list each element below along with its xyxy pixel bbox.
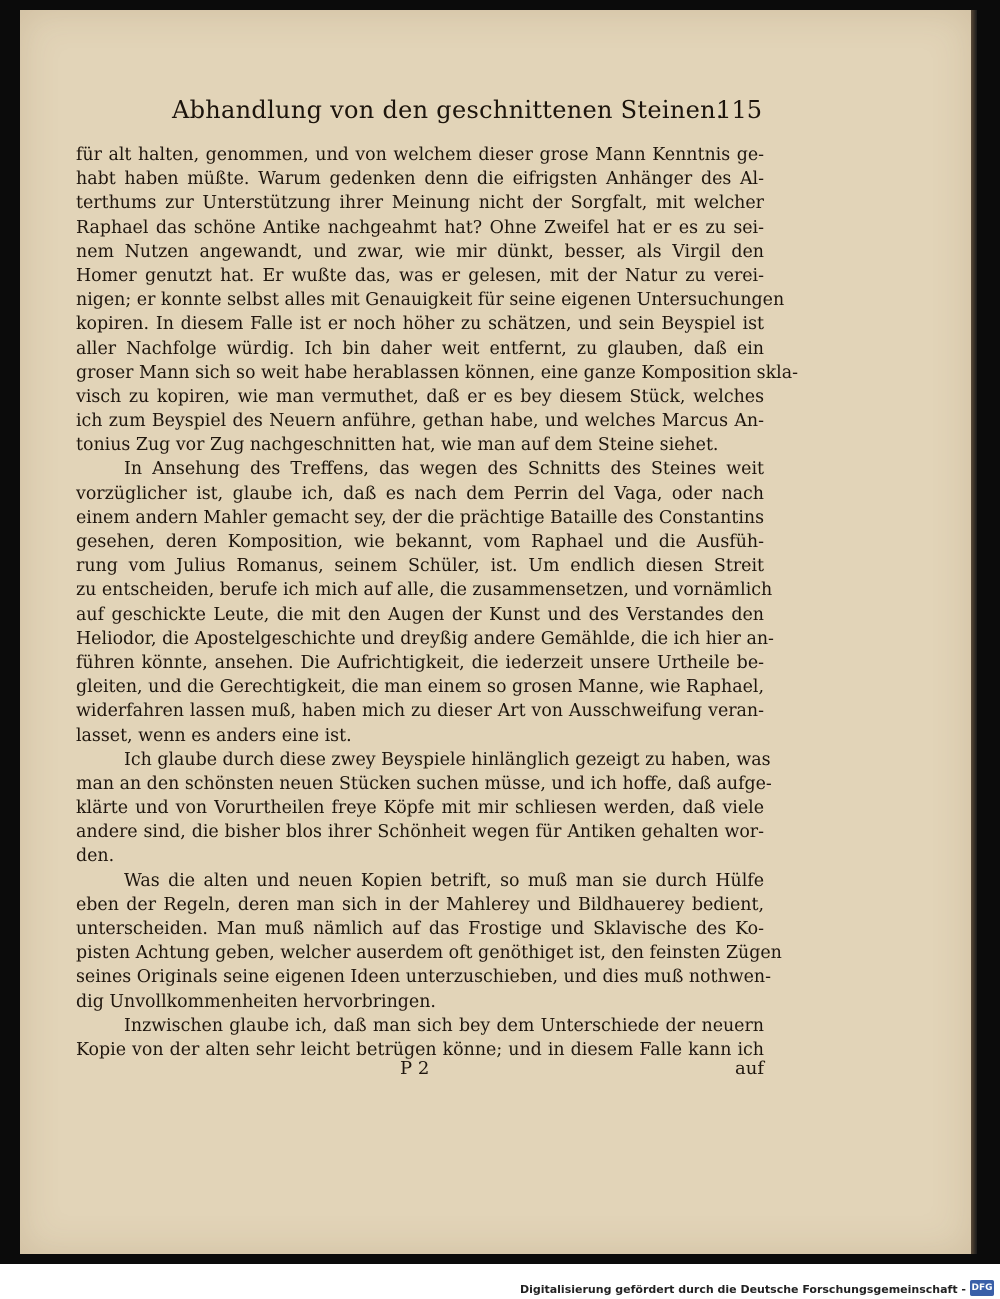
dfg-logo: DFG [970,1280,994,1296]
text-line: Was die alten und neuen Kopien betrift, so muß man sie durch Hülfe [124,870,764,891]
text-line: den. [76,846,115,867]
text-line: widerfahren lassen muß, haben mich zu dieser Art von Ausschweifung veran- [76,701,764,722]
text-line: Ich glaube durch diese zwey Beyspiele hinlänglich gezeigt zu haben, was [124,749,771,770]
catchword: auf [735,1058,764,1079]
text-line: zu entscheiden, berufe ich mich auf alle, die zusammensetzen, und vornämlich [76,580,773,601]
text-line: klärte und von Vorurtheilen freye Köpfe mit mir schliesen werden, daß viele [76,798,764,819]
text-line: andere sind, die bisher blos ihrer Schönheit wegen für Antiken gehalten wor- [76,822,764,843]
signature-mark: P 2 [400,1058,430,1079]
text-line: pisten Achtung geben, welcher auserdem oft genöthiget ist, den feinsten Zügen [76,943,782,964]
text-line: gesehen, deren Komposition, wie bekannt, vom Raphael und die Ausfüh- [76,532,764,552]
text-line: eben der Regeln, deren man sich in der Mahlerey und Bildhauerey bedient, [76,894,764,915]
page-footer [400,1058,764,1084]
text-line: vorzüglicher ist, glaube ich, daß es nach dem Perrin del Vaga, oder nach [76,483,764,504]
text-line: auf geschickte Leute, die mit den Augen der Kunst und des Verstandes den [76,604,764,625]
text-line: Inzwischen glaube ich, daß man sich bey dem Unterschiede der neuern [124,1015,764,1036]
text-line: man an den schönsten neuen Stücken suchen müsse, und ich hoffe, daß aufge- [76,773,772,794]
text-line: unterscheiden. Man muß nämlich auf das Frostige und Sklavische des Ko- [76,919,764,939]
text-line: Homer genutzt hat. Er wußte das, was er gelesen, mit der Natur zu verei- [76,265,764,286]
text-line: Kopie von der alten sehr leicht betrügen könne; und in diesem Falle kann ich [76,1039,764,1060]
text-line: einem andern Mahler gemacht sey, der die prächtige Bataille des Constantins [76,507,765,528]
text-line: habt haben müßte. Warum gedenken denn die eifrigsten Anhänger des Al- [76,169,764,190]
text-line: Raphael das schöne Antike nachgeahmt hat? Ohne Zweifel hat er es zu sei- [76,217,764,238]
text-line: kopiren. In diesem Falle ist er noch höher zu schätzen, und sein Beyspiel ist [76,314,764,335]
text-line: In Ansehung des Treffens, das wegen des Schnitts des Steines weit [124,459,764,480]
text-line: nem Nutzen angewandt, und zwar, wie mir dünkt, besser, als Virgil den [76,241,764,262]
text-line: lasset, wenn es anders eine ist. [76,725,352,746]
text-line: visch zu kopiren, wie man vermuthet, daß er es bey diesem Stück, welches [76,386,764,407]
text-line: für alt halten, genommen, und von welchem dieser grose Mann Kenntnis ge- [76,145,764,165]
text-line: führen könnte, ansehen. Die Aufrichtigkeit, die iederzeit unsere Urtheile be- [76,652,764,673]
text-line: aller Nachfolge würdig. Ich bin daher weit entfernt, zu glauben, daß ein [76,338,764,359]
text-line: rung vom Julius Romanus, seinem Schüler, ist. Um endlich diesen Streit [76,556,764,577]
page-edge [971,10,977,1254]
text-line: gleiten, und die Gerechtigkeit, die man einem so grosen Manne, wie Raphael, [76,677,764,698]
running-head [150,96,762,136]
text-line: Heliodor, die Apostelgeschichte und dreyßig andere Gemählde, die ich hier an- [76,628,774,649]
body-text [76,143,798,1062]
page-number: 115 [716,96,762,124]
text-line: dig Unvollkommenheiten hervorbringen. [76,991,436,1012]
text-line: nigen; er konnte selbst alles mit Genauigkeit für seine eigenen Untersuchungen [76,290,785,311]
text-line: ich zum Beyspiel des Neuern anführe, gethan habe, und welches Marcus An- [76,411,764,432]
text-line: groser Mann sich so weit habe herablassen können, eine ganze Komposition skla- [76,362,798,383]
text-line: terthums zur Unterstützung ihrer Meinung nicht der Sorgfalt, mit welcher [76,193,764,214]
running-title: Abhandlung von den geschnittenen Steinen. [172,96,724,124]
text-line: tonius Zug vor Zug nachgeschnitten hat, wie man auf dem Steine siehet. [76,435,719,456]
text-line: seines Originals seine eigenen Ideen unterzuschieben, und dies muß nothwen- [76,967,771,988]
digitization-credit: Digitalisierung gefördert durch die Deutsche Forschungsgemeinschaft - [519,1283,966,1296]
